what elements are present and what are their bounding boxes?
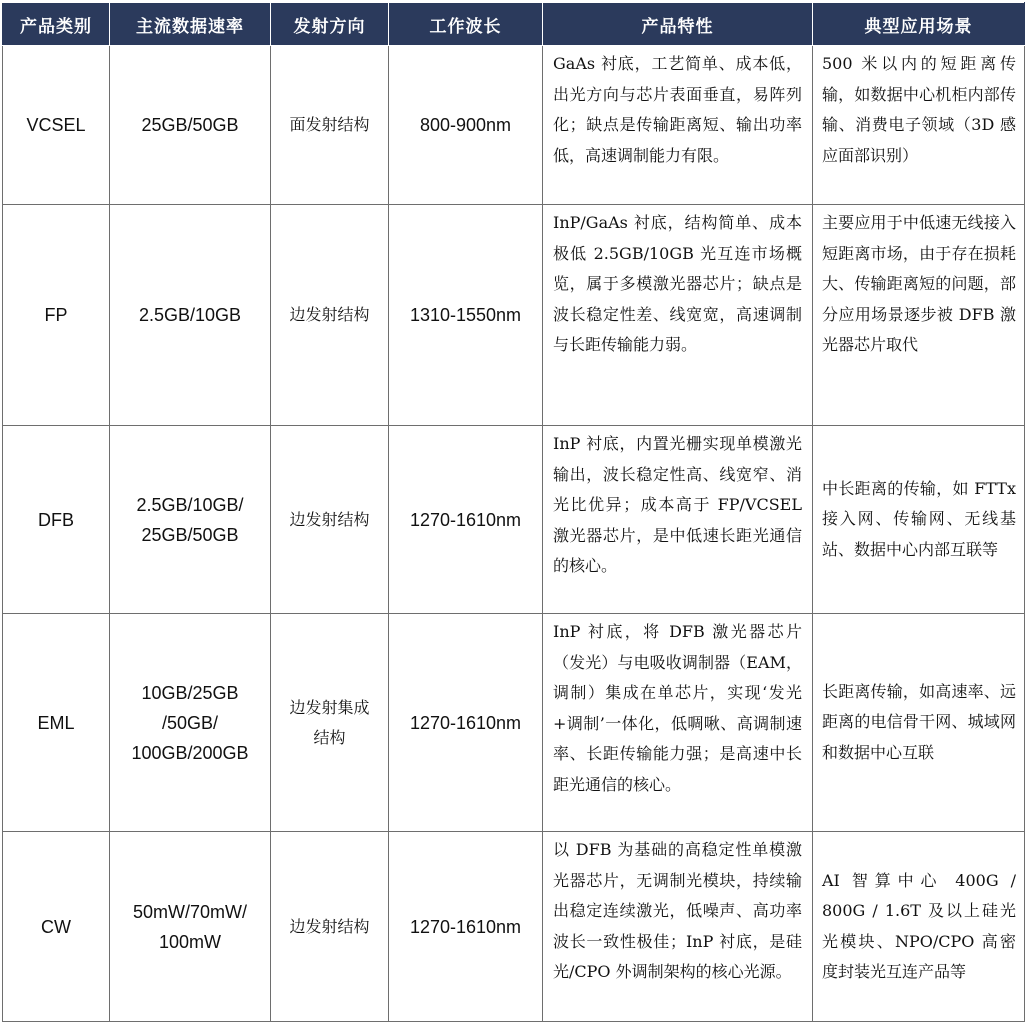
- wavelength-cell: 800-900nm: [389, 46, 543, 205]
- wavelength-cell: 1270-1610nm: [389, 426, 543, 614]
- data-rate-line: 100GB/200GB: [131, 742, 249, 763]
- data-rate-line: 2.5GB/10GB: [138, 305, 242, 325]
- header-category: 产品类别: [3, 3, 110, 46]
- features-cell: InP/GaAs 衬底，结构简单、成本极低 2.5GB/10GB 光互连市场概览，属于多模激光器芯片；缺点是波长稳定性差、线宽宽，高速调制与长距传输能力弱。: [543, 205, 813, 426]
- applications-cell: 中长距离的传输，如 FTTx 接入网、传输网、无线基站、数据中心内部互联等: [813, 426, 1025, 614]
- table-row: [3, 832, 1025, 1022]
- header-features: 产品特性: [543, 3, 813, 46]
- data-rate-cell: [110, 614, 271, 832]
- data-rate-cell: [110, 205, 271, 426]
- direction-line: 结构: [313, 727, 346, 747]
- direction-line: 边发射集成: [289, 697, 370, 717]
- category-cell: EML: [3, 614, 110, 832]
- wavelength-cell: 1270-1610nm: [389, 614, 543, 832]
- emission-direction-cell: [271, 205, 389, 426]
- applications-cell: AI 智算中心 400G / 800G / 1.6T 及以上硅光光模块、NPO/CPO 高密度封装光互连产品等: [813, 832, 1025, 1022]
- category-cell: CW: [3, 832, 110, 1022]
- header-row: [3, 3, 1025, 46]
- data-rate-line: 50mW/70mW/: [132, 901, 247, 922]
- data-rate-line: 10GB/25GB: [141, 682, 239, 703]
- header-emission-direction: 发射方向: [271, 3, 389, 46]
- data-rate-cell: [110, 426, 271, 614]
- data-rate-line: 100mW: [158, 931, 221, 952]
- table-row: [3, 205, 1025, 426]
- emission-direction-cell: [271, 614, 389, 832]
- category-cell: VCSEL: [3, 46, 110, 205]
- emission-direction-cell: [271, 426, 389, 614]
- header-wavelength: 工作波长: [389, 3, 543, 46]
- features-cell: InP 衬底，将 DFB 激光器芯片（发光）与电吸收调制器（EAM，调制）集成在单芯片，实现‘发光+调制’一体化，低啁啾、高调制速率、长距传输能力强；是高速中长距光通信的核心。: [543, 614, 813, 832]
- wavelength-cell: 1310-1550nm: [389, 205, 543, 426]
- applications-cell: 主要应用于中低速无线接入短距离市场，由于存在损耗大、传输距离短的问题，部分应用场景逐步被 DFB 激光器芯片取代: [813, 205, 1025, 426]
- wavelength-cell: 1270-1610nm: [389, 832, 543, 1022]
- data-rate-line: /50GB/: [161, 712, 219, 733]
- features-cell: InP 衬底，内置光栅实现单模激光输出，波长稳定性高、线宽窄、消光比优异；成本高于 FP/VCSEL 激光器芯片，是中低速长距光通信的核心。: [543, 426, 813, 614]
- table-row: [3, 46, 1025, 205]
- data-rate-cell: [110, 832, 271, 1022]
- emission-direction-cell: [271, 832, 389, 1022]
- direction-line: 边发射结构: [289, 509, 370, 529]
- features-cell: GaAs 衬底，工艺简单、成本低，出光方向与芯片表面垂直，易阵列化；缺点是传输距离短、输出功率低，高速调制能力有限。: [543, 46, 813, 205]
- table-row: [3, 426, 1025, 614]
- applications-cell: 长距离传输，如高速率、远距离的电信骨干网、城域网和数据中心互联: [813, 614, 1025, 832]
- category-cell: DFB: [3, 426, 110, 614]
- category-cell: FP: [3, 205, 110, 426]
- direction-line: 边发射结构: [289, 916, 370, 936]
- direction-line: 边发射结构: [289, 305, 370, 324]
- header-data-rate: 主流数据速率: [110, 3, 271, 46]
- table-row: [3, 614, 1025, 832]
- data-rate-line: 25GB/50GB: [141, 524, 239, 545]
- applications-cell: 500 米以内的短距离传输，如数据中心机柜内部传输、消费电子领域（3D 感应面部识别）: [813, 46, 1025, 205]
- emission-direction-cell: [271, 46, 389, 205]
- data-rate-cell: [110, 46, 271, 205]
- data-rate-line: 25GB/50GB: [141, 115, 239, 135]
- features-cell: 以 DFB 为基础的高稳定性单模激光器芯片，无调制光模块，持续输出稳定连续激光，低噪声、高功率波长一致性极佳；InP 衬底，是硅光/CPO 外调制架构的核心光源。: [543, 832, 813, 1022]
- data-rate-line: 2.5GB/10GB/: [136, 494, 244, 515]
- direction-line: 面发射结构: [289, 115, 370, 134]
- header-applications: 典型应用场景: [813, 3, 1025, 46]
- laser-chip-comparison-table: [2, 2, 1025, 1022]
